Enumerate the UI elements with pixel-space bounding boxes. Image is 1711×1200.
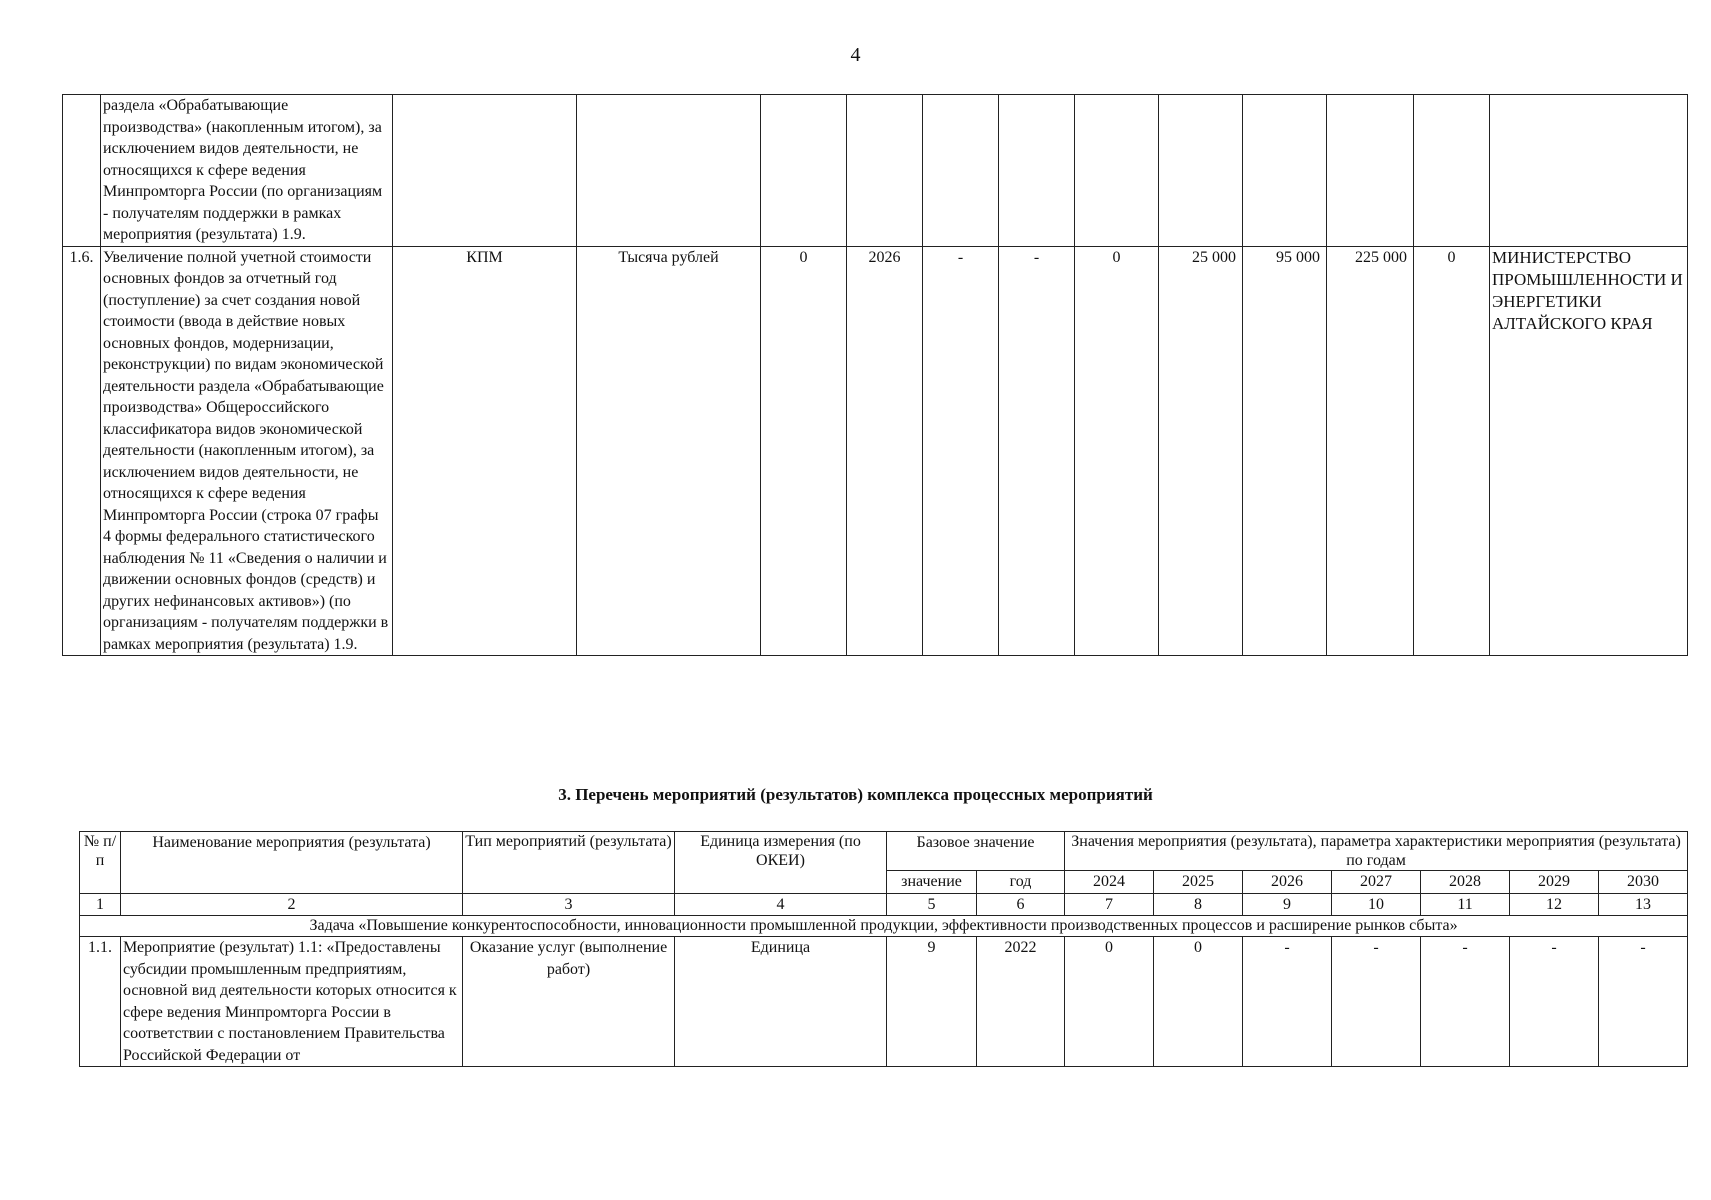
- column-number: 12: [1510, 893, 1599, 916]
- year-value: 0: [1154, 937, 1243, 1067]
- header-year: 2024: [1065, 871, 1154, 894]
- year-value: 0: [1414, 246, 1490, 656]
- indicators-table-continuation: [62, 94, 1688, 656]
- year-value: -: [923, 246, 999, 656]
- indicator-name: Увеличение полной учетной стоимости основных фондов за отчетный год (поступление) за счет создания новой стоимости (ввода в действие новых основных фондов, модернизации, реконструкции) по видам экономической деятельности раздела «Обрабатывающие производства» Общероссийского классификатора видов экономической деятельности (накопленным итогом), за исключением видов деятельности, не относящихся к сфере ведения Минпромторга России (строка 07 графы 4 формы федерального статистического наблюдения № 11 «Сведения о наличии и движении основных фондов (средств) и других нефинансовых активов») (по организациям - получателям поддержки в рамках мероприятия (результата) 1.9.: [101, 246, 393, 656]
- column-number: 10: [1332, 893, 1421, 916]
- column-number: 1: [80, 893, 121, 916]
- task-title: Задача «Повышение конкурентоспособности, инновационности промышленной продукции, эффективности производственных процессов и расширение рынков сбыта»: [80, 916, 1688, 937]
- table-row: [63, 246, 1688, 656]
- header-values-by-year: Значения мероприятия (результата), параметра характеристики мероприятия (результата) по годам: [1065, 832, 1688, 871]
- header-name: Наименование мероприятия (результата): [121, 832, 463, 894]
- column-number: 6: [977, 893, 1065, 916]
- base-year: 2026: [847, 246, 923, 656]
- header-num: № п/п: [80, 832, 121, 894]
- header-base: Базовое значение: [887, 832, 1065, 871]
- year-value: -: [1243, 937, 1332, 1067]
- responsible-authority: МИНИСТЕРСТВО ПРОМЫШЛЕННОСТИ И ЭНЕРГЕТИКИ АЛТАЙСКОГО КРАЯ: [1490, 246, 1688, 656]
- year-value: -: [999, 246, 1075, 656]
- column-number: 13: [1599, 893, 1688, 916]
- row-number: 1.6.: [63, 246, 101, 656]
- measures-table: [79, 831, 1688, 1067]
- unit-of-measure: Единица: [675, 937, 887, 1067]
- column-number: 2: [121, 893, 463, 916]
- header-year: 2025: [1154, 871, 1243, 894]
- year-value: -: [1332, 937, 1421, 1067]
- year-value: -: [1599, 937, 1688, 1067]
- row-number: 1.1.: [80, 937, 121, 1067]
- column-number: 3: [463, 893, 675, 916]
- column-number: 7: [1065, 893, 1154, 916]
- header-unit: Единица измерения (по ОКЕИ): [675, 832, 887, 894]
- header-base-value: значение: [887, 871, 977, 894]
- header-row: [80, 832, 1688, 871]
- header-year: 2027: [1332, 871, 1421, 894]
- task-row: [80, 916, 1688, 937]
- measure-type: Оказание услуг (выполнение работ): [463, 937, 675, 1067]
- year-value: -: [1421, 937, 1510, 1067]
- base-value: 9: [887, 937, 977, 1067]
- header-base-year: год: [977, 871, 1065, 894]
- measure-name: Мероприятие (результат) 1.1: «Предоставлены субсидии промышленным предприятиям, основной вид деятельности которых относится к сфере ведения Минпромторга России в соответствии с постановлением Правительства Российской Федерации от: [121, 937, 463, 1067]
- section-title: 3. Перечень мероприятий (результатов) комплекса процессных мероприятий: [558, 785, 1153, 804]
- year-value: 0: [1065, 937, 1154, 1067]
- column-number: 9: [1243, 893, 1332, 916]
- indicator-name-continued: раздела «Обрабатывающие производства» (накопленным итогом), за исключением видов деятельности, не относящихся к сфере ведения Минпромторга России (по организациям - получателям поддержки в рамках мероприятия (результата) 1.9.: [101, 95, 393, 247]
- table-row: [63, 95, 1688, 247]
- header-year: 2030: [1599, 871, 1688, 894]
- column-number-row: [80, 893, 1688, 916]
- indicator-level: КПМ: [393, 246, 577, 656]
- table-row: [80, 937, 1688, 1067]
- header-year: 2028: [1421, 871, 1510, 894]
- header-type: Тип мероприятий (результата): [463, 832, 675, 894]
- column-number: 8: [1154, 893, 1243, 916]
- header-year: 2026: [1243, 871, 1332, 894]
- column-number: 5: [887, 893, 977, 916]
- year-value: 0: [1075, 246, 1159, 656]
- column-number: 4: [675, 893, 887, 916]
- column-number: 11: [1421, 893, 1510, 916]
- base-value: 0: [761, 246, 847, 656]
- header-year: 2029: [1510, 871, 1599, 894]
- unit-of-measure: Тысяча рублей: [577, 246, 761, 656]
- year-value: -: [1510, 937, 1599, 1067]
- year-value: 95 000: [1243, 246, 1327, 656]
- year-value: 25 000: [1159, 246, 1243, 656]
- year-value: 225 000: [1327, 246, 1414, 656]
- base-year: 2022: [977, 937, 1065, 1067]
- page-number: 4: [850, 44, 861, 66]
